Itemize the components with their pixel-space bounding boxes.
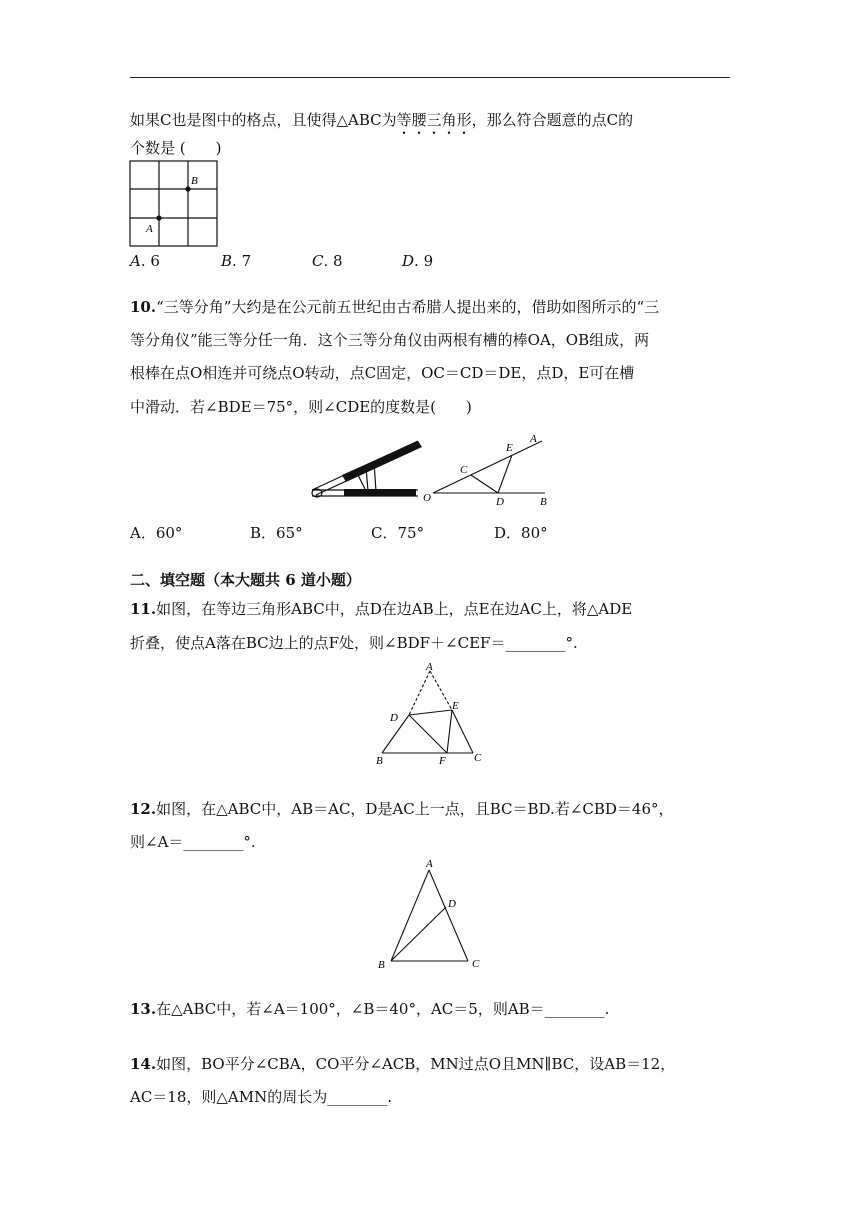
- q10-geometry-figure: [420, 430, 560, 510]
- q11-figure: [370, 660, 490, 770]
- q12-line1: 12.如图，在△ABC中，AB＝AC，D是AC上一点，且BC＝BD.若∠CBD＝46°，: [130, 800, 674, 818]
- label-d: D: [390, 712, 398, 724]
- q12-line2: 则∠A＝________°.: [130, 833, 256, 851]
- q10-choice-b: B．65°: [250, 524, 303, 542]
- q9-choice-c: C. 8: [312, 252, 343, 270]
- label-a: A: [426, 661, 433, 673]
- q9-choice-a: A. 6: [130, 252, 160, 270]
- header-rule: [130, 77, 730, 78]
- q10-line1: 10.“三等分角”大约是在公元前五世纪由古希腊人提出来的，借助如图所示的“三: [130, 298, 660, 316]
- label-b: B: [378, 959, 385, 971]
- q10-line2: 等分角仪”能三等分任一角．这个三等分角仪由两根有槽的棒OA，OB组成，两: [130, 331, 650, 349]
- label-b: B: [540, 496, 547, 508]
- label-d: D: [496, 496, 504, 508]
- q13-line: 13.在△ABC中，若∠A＝100°，∠B＝40°，AC＝5，则AB＝________.: [130, 1000, 610, 1018]
- label-c: C: [460, 464, 468, 476]
- q10-choice-d: D．80°: [494, 524, 548, 542]
- q9-choice-d: D. 9: [402, 252, 434, 270]
- q10-choice-c: C．75°: [371, 524, 425, 542]
- label-o: O: [423, 492, 431, 504]
- q9-grid-figure: [129, 160, 219, 248]
- grid-label-b: B: [191, 175, 198, 187]
- q11-line2: 折叠，使点A落在BC边上的点F处，则∠BDF＋∠CEF＝________°.: [130, 634, 578, 652]
- q14-line1: 14.如图，BO平分∠CBA，CO平分∠ACB，MN过点O且MN∥BC，设AB＝12，: [130, 1055, 676, 1073]
- q10-trisector-device: [306, 435, 428, 505]
- grid-point-a: [156, 215, 161, 220]
- q9-choice-b: B. 7: [221, 252, 252, 270]
- q14-line2: AC＝18，则△AMN的周长为________.: [130, 1088, 393, 1106]
- label-c: C: [474, 752, 482, 764]
- q11-line1: 11.如图，在等边三角形ABC中，点D在边AB上，点E在边AC上，将△ADE: [130, 600, 633, 618]
- label-b: B: [376, 755, 383, 767]
- label-a: A: [530, 433, 537, 445]
- q10-line4: 中滑动．若∠BDE＝75°，则∠CDE的度数是( ): [130, 398, 472, 416]
- q9-line1: 如果C也是图中的格点，且使得△ABC为等腰三角形，那么符合题意的点C的: [130, 111, 634, 129]
- label-a: A: [426, 858, 433, 870]
- section-heading: 二、填空题（本大题共 6 道小题）: [130, 571, 361, 589]
- q10-choice-a: A．60°: [130, 524, 183, 542]
- grid-point-b: [185, 186, 190, 191]
- label-d: D: [448, 898, 456, 910]
- grid-label-a: A: [146, 223, 153, 235]
- label-e: E: [506, 442, 513, 454]
- label-e: E: [452, 700, 459, 712]
- label-f: F: [439, 755, 446, 767]
- q9-line2: 个数是 ( ): [130, 139, 222, 157]
- q10-line3: 根棒在点O相连并可绕点O转动，点C固定，OC＝CD＝DE，点D，E可在槽: [130, 364, 635, 382]
- q12-figure: [372, 855, 492, 975]
- label-c: C: [472, 958, 480, 970]
